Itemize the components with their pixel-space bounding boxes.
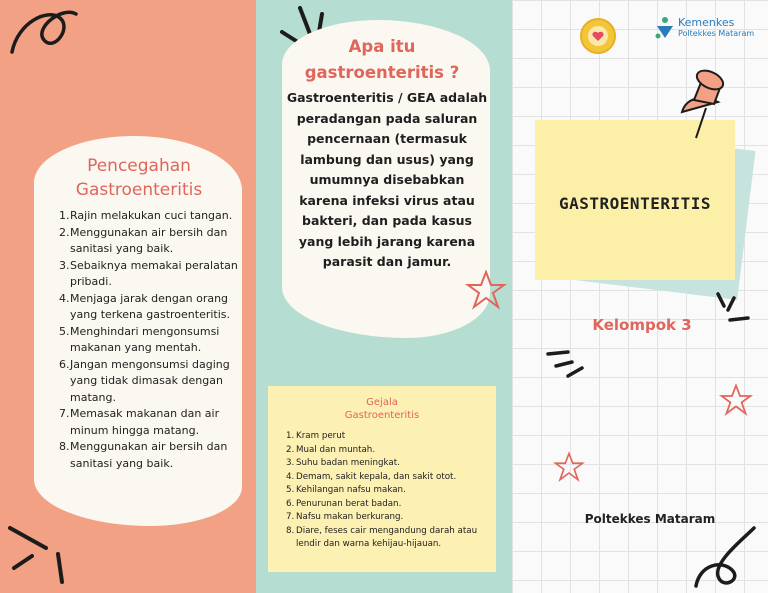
list-item-number: 1. <box>286 431 295 441</box>
list-item-number: 4. <box>286 471 295 482</box>
list-item-number: 7. <box>286 512 295 522</box>
list-item-number: 6. <box>59 357 70 371</box>
prevention-title: Pencegahan Gastroenteritis <box>75 156 203 200</box>
list-item-text: Nafsu makan berkurang. <box>296 512 404 522</box>
list-item-number: 7. <box>59 407 70 420</box>
kemenkes-logo-icon <box>654 16 676 40</box>
prevention-list <box>59 208 240 472</box>
list-item-text: Menghindari mengonsumsi makanan yang mentah. <box>70 324 220 354</box>
star-outline-icon <box>554 452 584 482</box>
list-item-number: 5. <box>286 485 295 495</box>
list-item <box>286 471 490 485</box>
list-item-number: 5. <box>59 324 70 338</box>
list-item-text: Menggunakan air bersih dan sanitasi yang baik. <box>70 225 228 255</box>
definition-title: Apa itu gastroenteritis ? <box>304 37 460 82</box>
heart-icon <box>592 30 604 42</box>
list-item <box>59 291 240 324</box>
list-item <box>286 511 490 525</box>
list-item-text: Suhu badan meningkat. <box>296 458 400 468</box>
list-item <box>59 357 240 407</box>
scribble-icon <box>8 2 80 66</box>
definition-body: Gastroenteritis / GEA adalah peradangan pada saluran pencernaan (termasuk lambung dan usus) yang umumnya disebabkan karena infeksi virus atau bakteri, dan pada kasus yang lebih jarang karena parasit dan jamur. <box>286 90 488 269</box>
sparkle-lines-icon <box>6 516 72 586</box>
heart-badge-icon <box>580 18 616 54</box>
list-item <box>59 324 240 357</box>
list-item-number: 2. <box>59 225 70 239</box>
list-item-number: 8. <box>59 440 70 453</box>
list-item-number: 6. <box>286 498 295 509</box>
symptoms-title-text: Gejala Gastroenteritis <box>344 397 420 421</box>
sparkle-lines-icon <box>712 290 752 326</box>
list-item-number: 1. <box>59 209 70 222</box>
list-item-text: Menjaga jarak dengan orang yang terkena gastroenteritis. <box>70 291 231 321</box>
heart-badge-inner <box>588 26 608 46</box>
list-item-text: Jangan mengonsumsi daging yang tidak dimasak dengan matang. <box>70 357 230 404</box>
list-item-number: 2. <box>286 444 295 455</box>
scribble-icon <box>692 524 762 590</box>
list-item-number: 3. <box>59 258 70 272</box>
list-item-text: Penurunan berat badan. <box>296 498 402 509</box>
list-item <box>59 208 240 225</box>
list-item-number: 3. <box>286 458 295 468</box>
list-item <box>59 225 240 258</box>
symptoms-list <box>286 430 490 552</box>
list-item <box>59 439 240 472</box>
push-pin-icon <box>676 68 736 140</box>
list-item-text: Mual dan muntah. <box>296 444 376 455</box>
sparkle-lines-icon <box>546 348 590 384</box>
list-item <box>59 406 240 439</box>
list-item-number: 8. <box>286 525 295 536</box>
list-item <box>59 258 240 291</box>
list-item <box>286 498 490 512</box>
list-item <box>286 457 490 471</box>
list-item-number: 4. <box>59 291 70 305</box>
list-item <box>286 430 490 444</box>
list-item-text: Kehilangan nafsu makan. <box>296 485 406 495</box>
star-outline-icon <box>720 384 752 416</box>
list-item-text: Demam, sakit kepala, dan sakit otot. <box>296 471 457 482</box>
kemenkes-sub: Poltekkes Mataram <box>678 29 755 38</box>
kemenkes-name: Kemenkes <box>678 16 735 29</box>
institution-name: Poltekkes Mataram <box>584 512 716 526</box>
list-item <box>286 484 490 498</box>
list-item-text: Sebaiknya memakai peralatan pribadi. <box>70 258 238 288</box>
symptoms-title <box>268 396 496 422</box>
list-item-text: Diare, feses cair mengandung darah atau lendir dan warna kehijau-hijauan. <box>296 525 478 549</box>
list-item-text: Rajin melakukan cuci tangan. <box>70 209 233 222</box>
list-item <box>286 444 490 458</box>
cover-title: GASTROENTERITIS <box>559 194 711 213</box>
list-item <box>286 525 490 552</box>
list-item-text: Kram perut <box>296 431 346 441</box>
list-item-text: Menggunakan air bersih dan sanitasi yang baik. <box>70 440 228 470</box>
group-label: Kelompok 3 <box>592 316 692 334</box>
list-item-text: Memasak makanan dan air minum hingga matang. <box>70 407 220 437</box>
star-outline-icon <box>466 270 506 310</box>
